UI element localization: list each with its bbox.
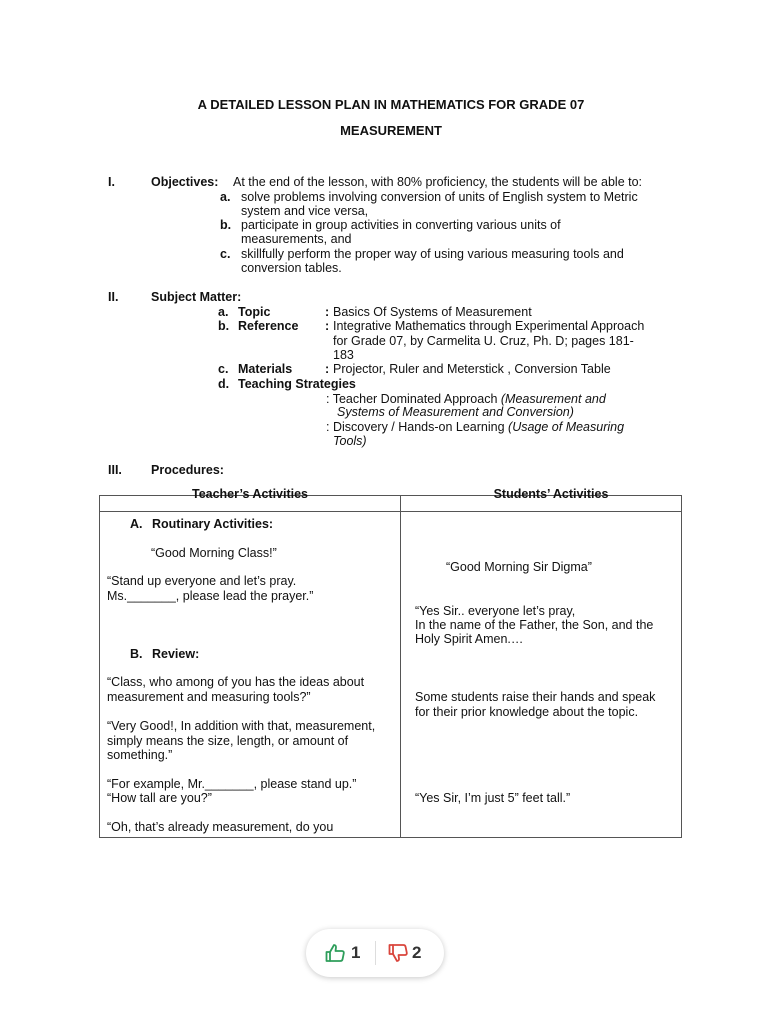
objective-b-letter: b. bbox=[220, 218, 232, 232]
table-bottom-border bbox=[99, 837, 682, 838]
strategy-2-italic: (Usage of Measuring bbox=[508, 420, 625, 434]
review-letter: B. bbox=[130, 647, 143, 661]
materials-letter: c. bbox=[218, 362, 229, 376]
strategy-2-line1 bbox=[326, 420, 624, 434]
teacher-greeting: “Good Morning Class!” bbox=[151, 546, 277, 560]
teacher-pray-line1: “Stand up everyone and let’s pray. bbox=[107, 574, 297, 588]
document-title: A DETAILED LESSON PLAN IN MATHEMATICS FOR GRADE 07 bbox=[197, 97, 585, 112]
teacher-example-line1: “For example, Mr._______, please stand up.” bbox=[107, 777, 357, 791]
students-greeting: “Good Morning Sir Digma” bbox=[446, 560, 592, 574]
teacher-verygood-line1: “Very Good!, In addition with that, measurement, bbox=[107, 719, 376, 733]
objective-b-line1: participate in group activities in converting various units of bbox=[241, 218, 561, 232]
students-activities-header: Students’ Activities bbox=[493, 487, 609, 501]
routinary-label: Routinary Activities: bbox=[152, 517, 274, 531]
objective-c-letter: c. bbox=[220, 247, 231, 261]
procedures-numeral: III. bbox=[108, 463, 122, 477]
strategies-label: Teaching Strategies bbox=[238, 377, 356, 391]
teacher-oh-line: “Oh, that’s already measurement, do you bbox=[107, 820, 334, 834]
topic-colon: : bbox=[325, 305, 330, 319]
students-pray-line2: In the name of the Father, the Son, and the bbox=[415, 618, 654, 632]
objective-a-letter: a. bbox=[220, 190, 231, 204]
students-raise-line1: Some students raise their hands and speak bbox=[415, 690, 656, 704]
reference-line3: 183 bbox=[333, 348, 354, 362]
students-pray-line1: “Yes Sir.. everyone let’s pray, bbox=[415, 604, 576, 618]
thumbs-up-icon[interactable] bbox=[323, 941, 347, 965]
strategy-2-text: : Discovery / Hands-on Learning bbox=[326, 420, 509, 434]
routinary-letter: A. bbox=[130, 517, 143, 531]
materials-label: Materials bbox=[238, 362, 293, 376]
teacher-activities-header: Teacher’s Activities bbox=[191, 487, 309, 501]
strategy-1-text: : Teacher Dominated Approach bbox=[326, 392, 501, 406]
vote-divider bbox=[375, 941, 376, 965]
objectives-numeral: I. bbox=[108, 175, 115, 189]
reference-line1: Integrative Mathematics through Experimental Approach bbox=[333, 319, 645, 333]
reference-label: Reference bbox=[238, 319, 299, 333]
teacher-question-line2: measurement and measuring tools?” bbox=[107, 690, 311, 704]
teacher-example-line2: “How tall are you?” bbox=[107, 791, 212, 805]
topic-value: Basics Of Systems of Measurement bbox=[333, 305, 532, 319]
strategies-letter: d. bbox=[218, 377, 230, 391]
dislike-count: 2 bbox=[412, 943, 422, 962]
objective-a-line2: system and vice versa, bbox=[241, 204, 369, 218]
objective-c-line1: skillfully perform the proper way of using various measuring tools and bbox=[241, 247, 624, 261]
teacher-verygood-line2: simply means the size, length, or amount of bbox=[107, 734, 349, 748]
objectives-intro: At the end of the lesson, with 80% proficiency, the students will be able to: bbox=[233, 175, 643, 189]
procedures-label: Procedures: bbox=[151, 463, 224, 477]
subject-matter-numeral: II. bbox=[108, 290, 119, 304]
strategy-2-line2: Tools) bbox=[333, 434, 367, 448]
strategy-1-italic: (Measurement and bbox=[500, 392, 606, 406]
strategy-1-line2: Systems of Measurement and Conversion) bbox=[337, 405, 574, 419]
objective-a-line1: solve problems involving conversion of units of English system to Metric bbox=[241, 190, 638, 204]
teacher-question-line1: “Class, who among of you has the ideas about bbox=[107, 675, 365, 689]
subject-matter-label: Subject Matter: bbox=[151, 290, 242, 304]
like-count: 1 bbox=[351, 943, 361, 962]
students-raise-line2: for their prior knowledge about the topic. bbox=[415, 705, 639, 719]
topic-label: Topic bbox=[238, 305, 271, 319]
table-right-border bbox=[681, 495, 682, 838]
materials-value: Projector, Ruler and Meterstick , Conversion Table bbox=[333, 362, 611, 376]
thumbs-down-icon[interactable] bbox=[386, 941, 410, 965]
topic-letter: a. bbox=[218, 305, 229, 319]
students-pray-line3: Holy Spirit Amen.… bbox=[415, 632, 524, 646]
teacher-pray-line2: Ms._______, please lead the prayer.” bbox=[107, 589, 314, 603]
objective-b-line2: measurements, and bbox=[241, 232, 352, 246]
reference-line2: for Grade 07, by Carmelita U. Cruz, Ph. D; pages 181- bbox=[333, 334, 634, 348]
objectives-label: Objectives: bbox=[151, 175, 219, 189]
students-tall-line: “Yes Sir, I’m just 5” feet tall.” bbox=[415, 791, 571, 805]
table-left-border bbox=[99, 495, 100, 838]
objective-c-line2: conversion tables. bbox=[241, 261, 342, 275]
document-subtitle: MEASUREMENT bbox=[340, 123, 442, 138]
materials-colon: : bbox=[325, 362, 330, 376]
reference-letter: b. bbox=[218, 319, 230, 333]
teacher-verygood-line3: something.” bbox=[107, 748, 173, 762]
table-header-border bbox=[99, 511, 682, 512]
vote-bar bbox=[306, 929, 444, 977]
review-label: Review: bbox=[152, 647, 200, 661]
table-middle-border bbox=[400, 495, 401, 838]
strategy-1-line1 bbox=[326, 392, 606, 406]
reference-colon: : bbox=[325, 319, 330, 333]
